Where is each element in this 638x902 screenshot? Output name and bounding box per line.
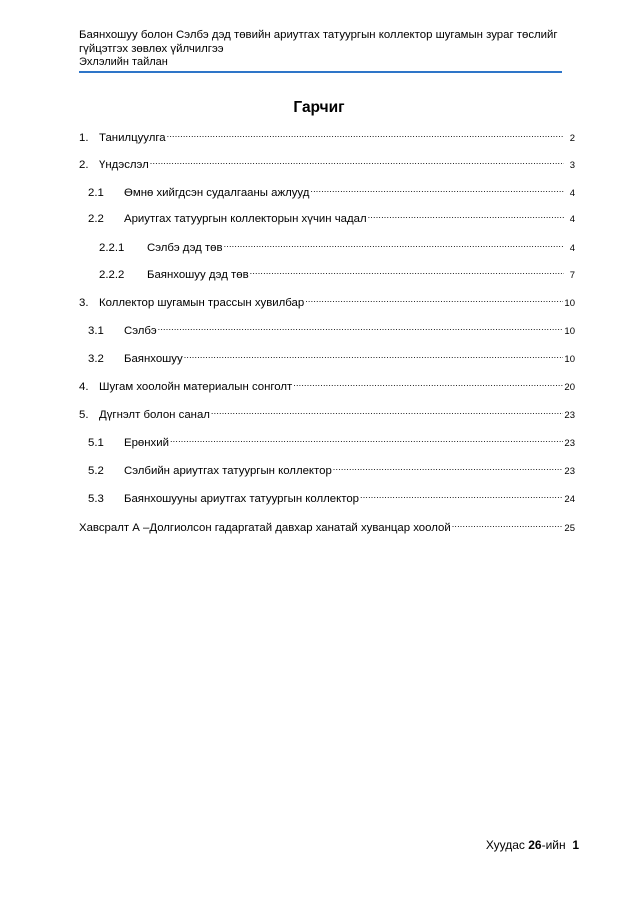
toc-entry-page: 3 [569, 159, 575, 171]
toc-entry[interactable] [88, 431, 575, 449]
toc-entry-page: 4 [569, 243, 575, 254]
footer-prefix: Хуудас [485, 838, 529, 852]
header-title-line1: Баянхошуу болон Сэлбэ дэд төвийн ариутгах татуургын коллектор шугамын зураг төслийг [79, 29, 558, 41]
toc-entry-page: 2 [569, 133, 575, 144]
toc-entry-label: Сэлбэ [124, 325, 157, 337]
header-rule [79, 71, 562, 73]
toc-dot-leader [250, 263, 564, 278]
toc-dot-leader [305, 291, 563, 306]
toc-entry-number: 4. [79, 381, 89, 393]
toc-entry-page: 10 [564, 298, 575, 309]
toc-entry[interactable] [79, 291, 575, 309]
toc-entry[interactable] [88, 487, 575, 505]
toc-entry-number: 3.2 [88, 353, 104, 365]
toc-entry-label: Ерөнхий [124, 437, 169, 449]
toc-entry-number: 2. [79, 158, 89, 171]
toc-dot-leader [224, 236, 564, 251]
toc-entry-number: 3.1 [88, 325, 104, 337]
header-report-type: Эхлэлийн тайлан [79, 56, 168, 68]
toc-dot-leader [150, 153, 564, 168]
toc-entry[interactable] [79, 126, 575, 144]
toc-dot-leader [360, 487, 563, 502]
toc-entry-page: 24 [564, 494, 575, 505]
toc-dot-leader [170, 431, 563, 446]
toc-entry[interactable] [88, 207, 575, 225]
toc-entry-page: 23 [564, 410, 575, 421]
toc-entry[interactable] [88, 459, 575, 477]
toc-entry-label: Баянхошуу [124, 353, 183, 365]
toc-entry-label: Өмнө хийгдсэн судалгааны ажлууд [124, 186, 310, 199]
toc-title: Гарчиг [293, 99, 345, 116]
toc-entry[interactable] [79, 375, 575, 393]
toc-entry-page: 23 [564, 438, 575, 449]
toc-entry-page: 10 [564, 326, 575, 337]
toc-dot-leader [368, 207, 564, 222]
toc-entry-number: 5.2 [88, 465, 104, 477]
toc-entry-label: Танилцуулга [99, 132, 166, 144]
toc-dot-leader [452, 516, 564, 531]
toc-entry-label: Үндэслэл [99, 158, 149, 171]
toc-entry[interactable] [79, 153, 575, 171]
toc-entry[interactable] [99, 263, 575, 281]
toc-entry-label: Баянхошууны ариутгах татуургын коллектор [124, 493, 359, 505]
toc-entry-page: 4 [569, 214, 575, 225]
toc-entry-label: Дүгнэлт болон санал [99, 409, 210, 421]
toc-entry-number: 5. [79, 409, 89, 421]
toc-entry-label: Шугам хоолойн материалын сонголт [99, 381, 293, 393]
toc-entry[interactable] [88, 347, 575, 365]
toc-dot-leader [167, 126, 564, 141]
footer-suffix: -ийн [541, 838, 566, 852]
toc-entry-page: 23 [564, 466, 575, 477]
page-footer [486, 838, 579, 852]
toc-entry[interactable] [79, 403, 575, 421]
toc-entry-page: 4 [569, 187, 575, 199]
toc-entry-label: Коллектор шугамын трассын хувилбар [99, 297, 305, 309]
toc-entry[interactable] [79, 516, 575, 534]
toc-entry-label: Ариутгах татуургын коллекторын хүчин чадал [124, 213, 367, 225]
toc-entry-number: 2.2.2 [99, 269, 125, 281]
toc-dot-leader [333, 459, 564, 474]
toc-entry-page: 10 [564, 354, 575, 365]
header-title-line2: гүйцэтгэх зөвлөх үйлчилгээ [79, 43, 224, 55]
toc-entry-number: 5.3 [88, 493, 104, 505]
toc-entry-number: 5.1 [88, 437, 104, 449]
footer-current-page: 1 [572, 838, 579, 852]
toc-entry-label: Сэлбийн ариутгах татуургын коллектор [124, 465, 332, 477]
toc-entry[interactable] [88, 181, 575, 199]
toc-entry-page: 25 [564, 523, 575, 534]
toc-entry-page: 20 [564, 382, 575, 393]
toc-entry-page: 7 [569, 270, 575, 281]
page-header [79, 28, 564, 73]
toc-entry-number: 3. [79, 297, 89, 309]
footer-total-pages: 26 [528, 838, 542, 852]
toc-entry[interactable] [88, 319, 575, 337]
toc-entry-label: Сэлбэ дэд төв [147, 242, 223, 254]
toc-entry-number: 2.2 [88, 213, 104, 225]
toc-dot-leader [310, 181, 564, 196]
toc-dot-leader [184, 347, 564, 362]
toc-dot-leader [293, 375, 563, 390]
toc-entry[interactable] [99, 236, 575, 254]
toc-entry-label: Баянхошуу дэд төв [147, 269, 249, 281]
toc-entry-number: 2.1 [88, 186, 104, 199]
toc-dot-leader [158, 319, 564, 334]
toc-entry-label: Хавсралт А –Долгиолсон гадаргатай давхар ханатай хуванцар хоолой [79, 522, 451, 534]
toc-dot-leader [211, 403, 564, 418]
toc-entry-number: 2.2.1 [99, 242, 125, 254]
toc-entry-number: 1. [79, 132, 89, 144]
